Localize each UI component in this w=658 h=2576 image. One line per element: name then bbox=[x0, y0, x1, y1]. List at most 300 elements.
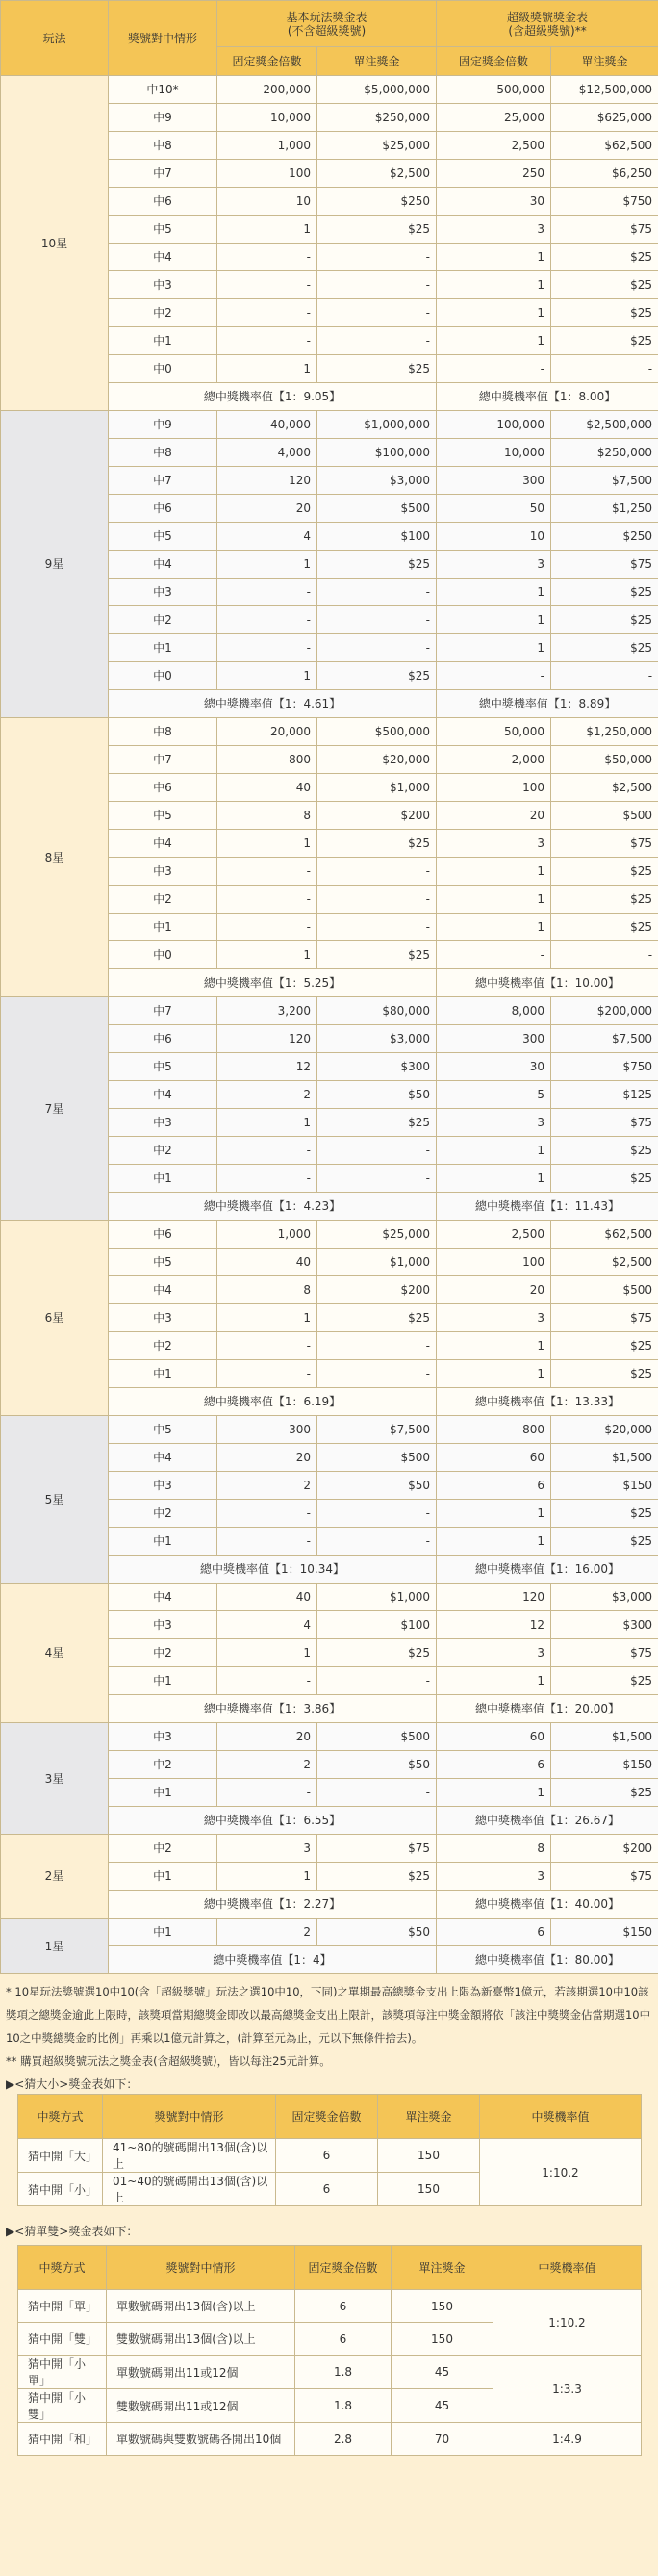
oe-method: 猜中開「小雙」 bbox=[18, 2389, 107, 2423]
notes bbox=[0, 1974, 658, 2094]
basic-mult-cell: 40 bbox=[217, 1584, 317, 1611]
oe-prize: 45 bbox=[392, 2356, 494, 2389]
basic-prize-cell: - bbox=[317, 886, 437, 914]
basic-prize-cell: $50 bbox=[317, 1751, 437, 1779]
super-mult-cell: - bbox=[437, 662, 551, 690]
basic-prize-cell: - bbox=[317, 327, 437, 355]
basic-prize-cell: $500 bbox=[317, 1444, 437, 1472]
bs-match: 01~40的號碼開出13個(含)以上 bbox=[103, 2173, 276, 2206]
basic-mult-cell: - bbox=[217, 1779, 317, 1807]
table-row bbox=[1, 1221, 658, 1249]
table-row bbox=[1, 1584, 658, 1611]
basic-prize-cell: - bbox=[317, 271, 437, 299]
basic-mult-cell: 1 bbox=[217, 941, 317, 969]
basic-rate: 總中獎機率值【1：4】 bbox=[109, 1946, 437, 1974]
match-cell: 中3 bbox=[109, 1304, 217, 1332]
note-1: * 10星玩法獎號選10中10(含「超級獎號」玩法之選10中10，下同)之單期最高總獎金支出上限為新臺幣1億元，若該期選10中10該獎項之總獎金逾此上限時，該獎項當期總獎金即改以最高總獎金支出上限計，該獎項每注中獎金額將依「該注中獎獎金佔當期選10中10之中獎總獎金的比例」再乘以1億元計算之，(計算至元為止，元以下無條件捨去)。 bbox=[6, 1985, 651, 2045]
table-row bbox=[18, 2423, 642, 2456]
match-cell: 中3 bbox=[109, 1472, 217, 1500]
match-cell: 中2 bbox=[109, 1751, 217, 1779]
basic-mult-cell: 40 bbox=[217, 1249, 317, 1276]
basic-mult-cell: 12 bbox=[217, 1053, 317, 1081]
basic-prize-cell: $300 bbox=[317, 1053, 437, 1081]
match-cell: 中1 bbox=[109, 1360, 217, 1388]
super-prize-cell: - bbox=[551, 941, 658, 969]
header-super-sub: (含超級獎號)** bbox=[508, 23, 587, 38]
super-mult-cell: 6 bbox=[437, 1919, 551, 1946]
basic-mult-cell: 40 bbox=[217, 774, 317, 802]
basic-mult-cell: 1 bbox=[217, 551, 317, 579]
oe-method: 猜中開「單」 bbox=[18, 2290, 107, 2323]
super-prize-cell: $75 bbox=[551, 1863, 658, 1891]
match-cell: 中2 bbox=[109, 1500, 217, 1528]
basic-prize-cell: $25 bbox=[317, 1304, 437, 1332]
super-mult-cell: 6 bbox=[437, 1472, 551, 1500]
super-mult-cell: 1 bbox=[437, 1667, 551, 1695]
play-label: 10星 bbox=[1, 76, 109, 411]
super-mult-cell: 1 bbox=[437, 1165, 551, 1193]
basic-prize-cell: $250,000 bbox=[317, 104, 437, 132]
match-cell: 中2 bbox=[109, 1137, 217, 1165]
table-row bbox=[1, 411, 658, 439]
basic-prize-cell: $25 bbox=[317, 1639, 437, 1667]
basic-mult-cell: - bbox=[217, 579, 317, 606]
super-prize-cell: $6,250 bbox=[551, 160, 658, 188]
basic-prize-cell: $25,000 bbox=[317, 132, 437, 160]
basic-mult-cell: - bbox=[217, 858, 317, 886]
match-cell: 中4 bbox=[109, 1276, 217, 1304]
super-mult-cell: 1 bbox=[437, 1360, 551, 1388]
table-row bbox=[1, 1835, 658, 1863]
basic-mult-cell: 300 bbox=[217, 1416, 317, 1444]
super-prize-cell: $25 bbox=[551, 1500, 658, 1528]
play-label: 3星 bbox=[1, 1723, 109, 1835]
super-prize-cell: $62,500 bbox=[551, 132, 658, 160]
table-row bbox=[18, 2290, 642, 2323]
header-super-title: 超級獎號獎金表 bbox=[507, 10, 589, 24]
play-label: 5星 bbox=[1, 1416, 109, 1584]
note-2: ** 購買超級獎號玩法之獎金表(含超級獎號)，皆以每注25元計算。 bbox=[6, 2054, 331, 2068]
basic-mult-cell: - bbox=[217, 1137, 317, 1165]
basic-mult-cell: - bbox=[217, 1165, 317, 1193]
super-mult-cell: 1 bbox=[437, 1500, 551, 1528]
basic-mult-cell: - bbox=[217, 886, 317, 914]
basic-rate: 總中獎機率值【1：2.27】 bbox=[109, 1891, 437, 1919]
oe-rate: 1:3.3 bbox=[494, 2356, 642, 2423]
basic-prize-cell: $1,000 bbox=[317, 1249, 437, 1276]
header-super-prize: 單注獎金 bbox=[551, 47, 658, 76]
basic-prize-cell: - bbox=[317, 606, 437, 634]
super-prize-cell: $250 bbox=[551, 523, 658, 551]
super-prize-cell: $750 bbox=[551, 188, 658, 216]
basic-mult-cell: - bbox=[217, 1528, 317, 1556]
oe-method: 猜中開「和」 bbox=[18, 2423, 107, 2456]
basic-prize-cell: $80,000 bbox=[317, 997, 437, 1025]
bs-header-match: 獎號對中情形 bbox=[103, 2095, 276, 2139]
basic-prize-cell: $25 bbox=[317, 662, 437, 690]
match-cell: 中7 bbox=[109, 467, 217, 495]
super-mult-cell: 1 bbox=[437, 914, 551, 941]
super-mult-cell: 3 bbox=[437, 1639, 551, 1667]
oe-mult: 6 bbox=[295, 2290, 392, 2323]
super-prize-cell: $25 bbox=[551, 579, 658, 606]
bs-method: 猜中開「小」 bbox=[18, 2173, 103, 2206]
basic-prize-cell: - bbox=[317, 579, 437, 606]
super-prize-cell: $12,500,000 bbox=[551, 76, 658, 104]
basic-prize-cell: $1,000 bbox=[317, 1584, 437, 1611]
basic-mult-cell: 3 bbox=[217, 1835, 317, 1863]
super-mult-cell: 1 bbox=[437, 1332, 551, 1360]
match-cell: 中1 bbox=[109, 914, 217, 941]
match-cell: 中8 bbox=[109, 718, 217, 746]
match-cell: 中3 bbox=[109, 579, 217, 606]
basic-mult-cell: 4 bbox=[217, 1611, 317, 1639]
super-prize-cell: $7,500 bbox=[551, 467, 658, 495]
basic-prize-cell: - bbox=[317, 1528, 437, 1556]
basic-mult-cell: 20,000 bbox=[217, 718, 317, 746]
super-prize-cell: $2,500 bbox=[551, 774, 658, 802]
basic-mult-cell: - bbox=[217, 244, 317, 271]
super-prize-cell: $1,500 bbox=[551, 1444, 658, 1472]
super-mult-cell: 300 bbox=[437, 467, 551, 495]
basic-prize-cell: $25 bbox=[317, 355, 437, 383]
super-rate: 總中獎機率值【1：13.33】 bbox=[437, 1388, 658, 1416]
match-cell: 中1 bbox=[109, 1919, 217, 1946]
basic-rate: 總中獎機率值【1：3.86】 bbox=[109, 1695, 437, 1723]
basic-mult-cell: 1,000 bbox=[217, 1221, 317, 1249]
basic-prize-cell: - bbox=[317, 634, 437, 662]
bs-header-prize: 單注獎金 bbox=[378, 2095, 480, 2139]
basic-rate: 總中獎機率值【1：6.19】 bbox=[109, 1388, 437, 1416]
basic-mult-cell: - bbox=[217, 1360, 317, 1388]
match-cell: 中2 bbox=[109, 886, 217, 914]
match-cell: 中0 bbox=[109, 941, 217, 969]
match-cell: 中6 bbox=[109, 774, 217, 802]
basic-mult-cell: 2 bbox=[217, 1081, 317, 1109]
match-cell: 中8 bbox=[109, 439, 217, 467]
match-cell: 中0 bbox=[109, 355, 217, 383]
table-row bbox=[1, 1416, 658, 1444]
oe-prize: 150 bbox=[392, 2323, 494, 2356]
oe-method: 猜中開「雙」 bbox=[18, 2323, 107, 2356]
basic-prize-cell: $3,000 bbox=[317, 1025, 437, 1053]
super-prize-cell: $25 bbox=[551, 327, 658, 355]
super-mult-cell: 1 bbox=[437, 1779, 551, 1807]
super-mult-cell: 50 bbox=[437, 495, 551, 523]
header-super-mult: 固定獎金倍數 bbox=[437, 47, 551, 76]
basic-prize-cell: $25 bbox=[317, 216, 437, 244]
basic-mult-cell: 1 bbox=[217, 830, 317, 858]
super-prize-cell: $75 bbox=[551, 1109, 658, 1137]
super-mult-cell: 25,000 bbox=[437, 104, 551, 132]
header-super bbox=[437, 1, 658, 47]
oe-match: 單數號碼開出11或12個 bbox=[107, 2356, 295, 2389]
basic-prize-cell: $25 bbox=[317, 1109, 437, 1137]
match-cell: 中5 bbox=[109, 1416, 217, 1444]
oe-header-mult: 固定獎金倍數 bbox=[295, 2246, 392, 2290]
basic-prize-cell: $50 bbox=[317, 1081, 437, 1109]
super-mult-cell: 250 bbox=[437, 160, 551, 188]
basic-mult-cell: 100 bbox=[217, 160, 317, 188]
table-row bbox=[1, 76, 658, 104]
super-mult-cell: 3 bbox=[437, 551, 551, 579]
basic-prize-cell: - bbox=[317, 858, 437, 886]
basic-mult-cell: 20 bbox=[217, 1723, 317, 1751]
oe-header-rate: 中獎機率值 bbox=[494, 2246, 642, 2290]
match-cell: 中5 bbox=[109, 802, 217, 830]
super-mult-cell: 2,500 bbox=[437, 1221, 551, 1249]
match-cell: 中1 bbox=[109, 1667, 217, 1695]
match-cell: 中1 bbox=[109, 327, 217, 355]
basic-mult-cell: 8 bbox=[217, 802, 317, 830]
oe-prize: 150 bbox=[392, 2290, 494, 2323]
oe-match: 單數號碼開出13個(含)以上 bbox=[107, 2290, 295, 2323]
table-row bbox=[1, 1919, 658, 1946]
header-basic-sub: (不含超級獎號) bbox=[287, 23, 367, 38]
basic-mult-cell: 8 bbox=[217, 1276, 317, 1304]
oe-header-match: 獎號對中情形 bbox=[107, 2246, 295, 2290]
super-mult-cell: 50,000 bbox=[437, 718, 551, 746]
match-cell: 中5 bbox=[109, 523, 217, 551]
basic-prize-cell: $25 bbox=[317, 830, 437, 858]
basic-prize-cell: $1,000,000 bbox=[317, 411, 437, 439]
match-cell: 中1 bbox=[109, 1528, 217, 1556]
basic-mult-cell: 2 bbox=[217, 1751, 317, 1779]
odd-even-table bbox=[17, 2245, 642, 2456]
basic-prize-cell: $100 bbox=[317, 523, 437, 551]
match-cell: 中4 bbox=[109, 244, 217, 271]
oe-mult: 1.8 bbox=[295, 2389, 392, 2423]
prize-table-body bbox=[1, 76, 658, 1974]
super-prize-cell: $25 bbox=[551, 271, 658, 299]
match-cell: 中3 bbox=[109, 1723, 217, 1751]
super-prize-cell: $75 bbox=[551, 1639, 658, 1667]
basic-mult-cell: 4,000 bbox=[217, 439, 317, 467]
basic-mult-cell: 1 bbox=[217, 1304, 317, 1332]
super-rate: 總中獎機率值【1：26.67】 bbox=[437, 1807, 658, 1835]
super-prize-cell: $150 bbox=[551, 1472, 658, 1500]
oe-mult: 6 bbox=[295, 2323, 392, 2356]
super-prize-cell: $500 bbox=[551, 802, 658, 830]
match-cell: 中9 bbox=[109, 411, 217, 439]
super-prize-cell: $50,000 bbox=[551, 746, 658, 774]
super-mult-cell: 1 bbox=[437, 1137, 551, 1165]
super-prize-cell: $25 bbox=[551, 299, 658, 327]
basic-mult-cell: 20 bbox=[217, 1444, 317, 1472]
basic-mult-cell: 10,000 bbox=[217, 104, 317, 132]
basic-rate: 總中獎機率值【1：4.23】 bbox=[109, 1193, 437, 1221]
basic-prize-cell: $500 bbox=[317, 1723, 437, 1751]
super-prize-cell: - bbox=[551, 662, 658, 690]
oe-match: 雙數號碼開出13個(含)以上 bbox=[107, 2323, 295, 2356]
basic-mult-cell: 1,000 bbox=[217, 132, 317, 160]
oe-rate: 1:10.2 bbox=[494, 2290, 642, 2356]
super-mult-cell: 120 bbox=[437, 1584, 551, 1611]
super-prize-cell: $2,500 bbox=[551, 1249, 658, 1276]
super-prize-cell: $200,000 bbox=[551, 997, 658, 1025]
super-rate: 總中獎機率值【1：40.00】 bbox=[437, 1891, 658, 1919]
super-mult-cell: 2,000 bbox=[437, 746, 551, 774]
super-mult-cell: 1 bbox=[437, 299, 551, 327]
super-mult-cell: 500,000 bbox=[437, 76, 551, 104]
match-cell: 中3 bbox=[109, 1611, 217, 1639]
odd-even-title: ▶<猜單雙>獎金表如下： bbox=[6, 2225, 139, 2238]
basic-prize-cell: $200 bbox=[317, 1276, 437, 1304]
basic-prize-cell: $50 bbox=[317, 1919, 437, 1946]
play-label: 2星 bbox=[1, 1835, 109, 1919]
basic-prize-cell: $1,000 bbox=[317, 774, 437, 802]
basic-prize-cell: $200 bbox=[317, 802, 437, 830]
match-cell: 中5 bbox=[109, 1053, 217, 1081]
bs-mult: 6 bbox=[276, 2173, 378, 2206]
super-mult-cell: 60 bbox=[437, 1444, 551, 1472]
super-mult-cell: 2,500 bbox=[437, 132, 551, 160]
match-cell: 中2 bbox=[109, 299, 217, 327]
basic-prize-cell: $250 bbox=[317, 188, 437, 216]
match-cell: 中7 bbox=[109, 160, 217, 188]
bs-header-method: 中獎方式 bbox=[18, 2095, 103, 2139]
super-prize-cell: $300 bbox=[551, 1611, 658, 1639]
table-row bbox=[1, 1723, 658, 1751]
oe-mult: 1.8 bbox=[295, 2356, 392, 2389]
match-cell: 中2 bbox=[109, 606, 217, 634]
basic-mult-cell: 800 bbox=[217, 746, 317, 774]
match-cell: 中9 bbox=[109, 104, 217, 132]
basic-prize-cell: $20,000 bbox=[317, 746, 437, 774]
super-mult-cell: 30 bbox=[437, 188, 551, 216]
basic-mult-cell: - bbox=[217, 1332, 317, 1360]
super-prize-cell: $75 bbox=[551, 551, 658, 579]
super-rate: 總中獎機率值【1：8.00】 bbox=[437, 383, 658, 411]
basic-prize-cell: $7,500 bbox=[317, 1416, 437, 1444]
basic-prize-cell: $3,000 bbox=[317, 467, 437, 495]
basic-prize-cell: $50 bbox=[317, 1472, 437, 1500]
match-cell: 中1 bbox=[109, 1779, 217, 1807]
super-prize-cell: $25 bbox=[551, 1667, 658, 1695]
match-cell: 中2 bbox=[109, 1639, 217, 1667]
basic-prize-cell: - bbox=[317, 1360, 437, 1388]
basic-prize-cell: $25 bbox=[317, 941, 437, 969]
basic-mult-cell: 120 bbox=[217, 467, 317, 495]
super-mult-cell: 6 bbox=[437, 1751, 551, 1779]
super-prize-cell: $1,250,000 bbox=[551, 718, 658, 746]
match-cell: 中4 bbox=[109, 1584, 217, 1611]
basic-prize-cell: - bbox=[317, 1500, 437, 1528]
super-mult-cell: 1 bbox=[437, 579, 551, 606]
play-label: 9星 bbox=[1, 411, 109, 718]
basic-mult-cell: 1 bbox=[217, 1109, 317, 1137]
super-prize-cell: $1,500 bbox=[551, 1723, 658, 1751]
play-label: 4星 bbox=[1, 1584, 109, 1723]
basic-mult-cell: 1 bbox=[217, 355, 317, 383]
bs-header-rate: 中獎機率值 bbox=[480, 2095, 642, 2139]
basic-prize-cell: - bbox=[317, 914, 437, 941]
oe-prize: 45 bbox=[392, 2389, 494, 2423]
super-prize-cell: $200 bbox=[551, 1835, 658, 1863]
match-cell: 中7 bbox=[109, 997, 217, 1025]
basic-mult-cell: 20 bbox=[217, 495, 317, 523]
play-label: 6星 bbox=[1, 1221, 109, 1416]
super-prize-cell: $25 bbox=[551, 1137, 658, 1165]
basic-rate: 總中獎機率值【1：4.61】 bbox=[109, 690, 437, 718]
super-mult-cell: 3 bbox=[437, 1304, 551, 1332]
super-prize-cell: $1,250 bbox=[551, 495, 658, 523]
super-mult-cell: 800 bbox=[437, 1416, 551, 1444]
match-cell: 中3 bbox=[109, 858, 217, 886]
basic-prize-cell: - bbox=[317, 244, 437, 271]
basic-mult-cell: 1 bbox=[217, 1639, 317, 1667]
match-cell: 中6 bbox=[109, 188, 217, 216]
oe-header-prize: 單注獎金 bbox=[392, 2246, 494, 2290]
super-mult-cell: 60 bbox=[437, 1723, 551, 1751]
match-cell: 中1 bbox=[109, 1165, 217, 1193]
basic-mult-cell: 2 bbox=[217, 1472, 317, 1500]
match-cell: 中5 bbox=[109, 216, 217, 244]
super-mult-cell: 3 bbox=[437, 1109, 551, 1137]
header-play: 玩法 bbox=[1, 1, 109, 76]
match-cell: 中10* bbox=[109, 76, 217, 104]
super-mult-cell: 20 bbox=[437, 802, 551, 830]
basic-prize-cell: $2,500 bbox=[317, 160, 437, 188]
bs-rate: 1:10.2 bbox=[480, 2139, 642, 2206]
basic-mult-cell: 2 bbox=[217, 1919, 317, 1946]
table-row bbox=[1, 718, 658, 746]
oe-rate: 1:4.9 bbox=[494, 2423, 642, 2456]
basic-prize-cell: - bbox=[317, 1667, 437, 1695]
match-cell: 中1 bbox=[109, 1863, 217, 1891]
basic-mult-cell: 1 bbox=[217, 216, 317, 244]
basic-prize-cell: - bbox=[317, 1137, 437, 1165]
bs-method: 猜中開「大」 bbox=[18, 2139, 103, 2173]
basic-mult-cell: 1 bbox=[217, 1863, 317, 1891]
super-mult-cell: 1 bbox=[437, 634, 551, 662]
match-cell: 中3 bbox=[109, 1109, 217, 1137]
super-mult-cell: 1 bbox=[437, 606, 551, 634]
basic-mult-cell: 4 bbox=[217, 523, 317, 551]
basic-rate: 總中獎機率值【1：10.34】 bbox=[109, 1556, 437, 1584]
basic-mult-cell: 40,000 bbox=[217, 411, 317, 439]
match-cell: 中2 bbox=[109, 1332, 217, 1360]
bs-mult: 6 bbox=[276, 2139, 378, 2173]
oe-mult: 2.8 bbox=[295, 2423, 392, 2456]
basic-rate: 總中獎機率值【1：6.55】 bbox=[109, 1807, 437, 1835]
basic-prize-cell: - bbox=[317, 1332, 437, 1360]
super-prize-cell: $2,500,000 bbox=[551, 411, 658, 439]
bs-header-mult: 固定獎金倍數 bbox=[276, 2095, 378, 2139]
match-cell: 中5 bbox=[109, 1249, 217, 1276]
super-prize-cell: $75 bbox=[551, 216, 658, 244]
super-mult-cell: 3 bbox=[437, 216, 551, 244]
match-cell: 中3 bbox=[109, 271, 217, 299]
super-prize-cell: $25 bbox=[551, 606, 658, 634]
play-label: 7星 bbox=[1, 997, 109, 1221]
super-mult-cell: 12 bbox=[437, 1611, 551, 1639]
oe-prize: 70 bbox=[392, 2423, 494, 2456]
oe-method: 猜中開「小單」 bbox=[18, 2356, 107, 2389]
header-basic-title: 基本玩法獎金表 bbox=[286, 10, 367, 24]
basic-mult-cell: - bbox=[217, 299, 317, 327]
basic-mult-cell: - bbox=[217, 606, 317, 634]
basic-prize-cell: - bbox=[317, 299, 437, 327]
super-mult-cell: 10 bbox=[437, 523, 551, 551]
super-rate: 總中獎機率值【1：11.43】 bbox=[437, 1193, 658, 1221]
match-cell: 中2 bbox=[109, 1835, 217, 1863]
match-cell: 中4 bbox=[109, 1081, 217, 1109]
basic-prize-cell: $500,000 bbox=[317, 718, 437, 746]
super-prize-cell: $62,500 bbox=[551, 1221, 658, 1249]
header-basic-prize: 單注獎金 bbox=[317, 47, 437, 76]
bs-prize: 150 bbox=[378, 2173, 480, 2206]
